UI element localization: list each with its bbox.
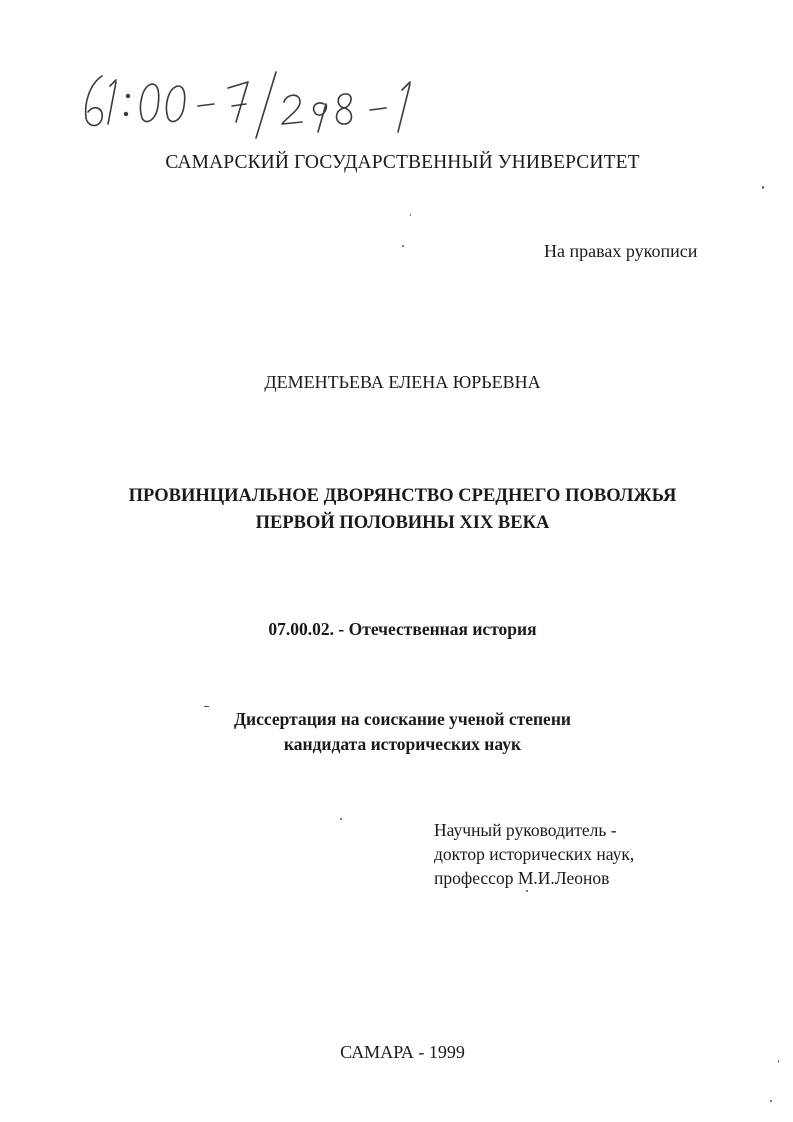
scan-speck — [526, 890, 528, 892]
scan-speck — [410, 214, 411, 216]
dissertation-title — [0, 483, 793, 537]
city-year: САМАРА - 1999 — [340, 1042, 465, 1062]
degree-line-2: кандидата исторических наук — [283, 734, 522, 754]
scan-speck — [204, 706, 209, 707]
scan-speck — [340, 818, 342, 820]
handwritten-code-drawing — [72, 62, 432, 142]
supervisor-line-3: профессор М.И.Леонов — [434, 868, 610, 888]
rights-note: На правах рукописи — [544, 241, 698, 261]
supervisor-block — [434, 818, 634, 890]
handwritten-library-code — [72, 62, 432, 142]
title-line-2: ПЕРВОЙ ПОЛОВИНЫ XIX ВЕКА — [255, 513, 550, 533]
university-name: САМАРСКИЙ ГОСУДАРСТВЕННЫЙ УНИВЕРСИТЕТ — [165, 152, 640, 173]
supervisor-line-1: Научный руководитель - — [434, 820, 617, 840]
scan-speck — [770, 1100, 772, 1102]
scan-speck — [778, 1060, 779, 1063]
specialty-code: 07.00.02. - Отечественная история — [268, 619, 537, 639]
title-line-1: ПРОВИНЦИАЛЬНОЕ ДВОРЯНСТВО СРЕДНЕГО ПОВОЛЖЬЯ — [128, 486, 677, 506]
degree-line-1: Диссертация на соискание ученой степени — [234, 709, 571, 729]
scan-speck — [762, 186, 764, 189]
degree-statement — [0, 707, 793, 757]
supervisor-line-2: доктор исторических наук, — [434, 844, 635, 864]
scan-speck — [402, 245, 404, 247]
author-name: ДЕМЕНТЬЕВА ЕЛЕНА ЮРЬЕВНА — [264, 372, 541, 392]
